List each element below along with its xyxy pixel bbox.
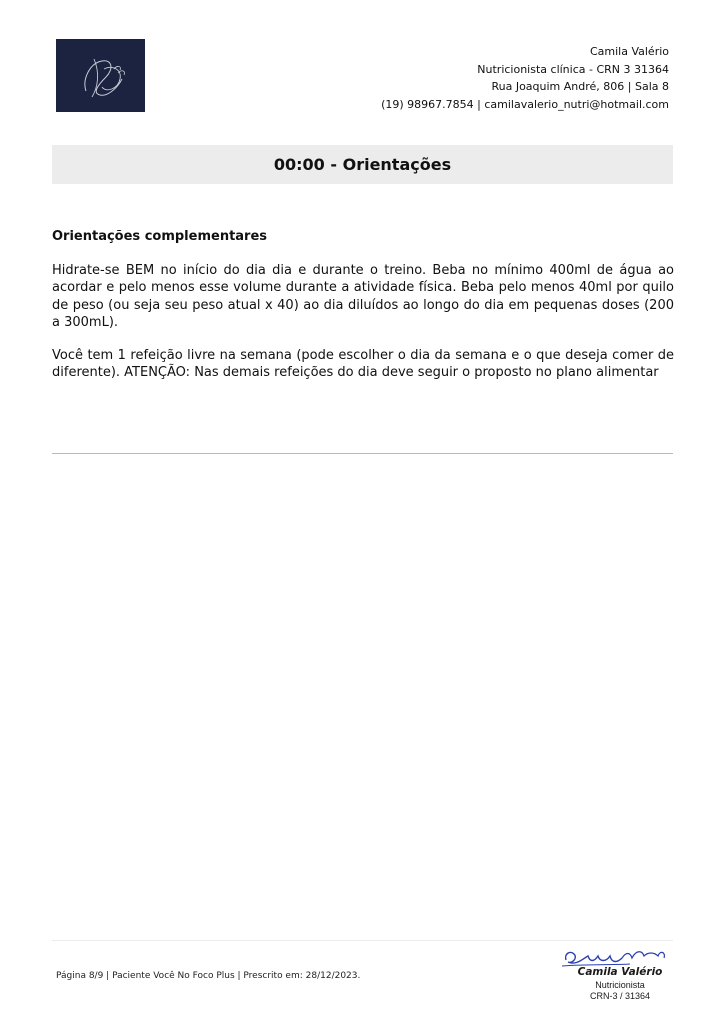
stamp-crn: CRN-3 / 31364 xyxy=(589,991,651,1001)
address: Rua Joaquim André, 806 | Sala 8 xyxy=(491,80,669,93)
section-title: 00:00 - Orientações xyxy=(273,155,452,174)
content-divider xyxy=(52,453,673,454)
professional-name: Camila Valério xyxy=(589,45,669,58)
contact-block xyxy=(381,43,669,113)
paragraph-free-meal: Você tem 1 refeição livre na semana (pode escolher o dia da semana e o que deseja comer de diferente). ATENÇÃO: Nas demais refeições do dia deve seguir o proposto no plano alimentar xyxy=(52,348,674,381)
signature-stamp xyxy=(556,944,672,1006)
content-heading: Orientações complementares xyxy=(52,229,268,244)
phone-email: (19) 98967.7854 | camilavalerio_nutri@hotmail.com xyxy=(381,97,669,111)
paragraph-hydration: Hidrate-se BEM no início do dia dia e durante o treino. Beba no mínimo 400ml de água ao acordar e pelo menos esse volume durante a atividade física. Beba pelo menos 40ml por quilo de peso (ou seja seu peso atual x 40) ao dia diluídos ao longo do dia em pequenas doses (200 a 300mL). xyxy=(52,263,674,330)
footer-text: Página 8/9 | Paciente Você No Foco Plus | Prescrito em: 28/12/2023. xyxy=(56,971,361,981)
brand-logo xyxy=(56,39,145,112)
footer-divider xyxy=(52,940,673,941)
stamp-name: Camila Valério xyxy=(577,966,663,978)
section-title-bar xyxy=(52,145,673,184)
stamp-role: Nutricionista xyxy=(595,980,645,990)
monogram-icon xyxy=(56,39,145,112)
professional-role: Nutricionista clínica - CRN 3 31364 xyxy=(477,62,669,76)
